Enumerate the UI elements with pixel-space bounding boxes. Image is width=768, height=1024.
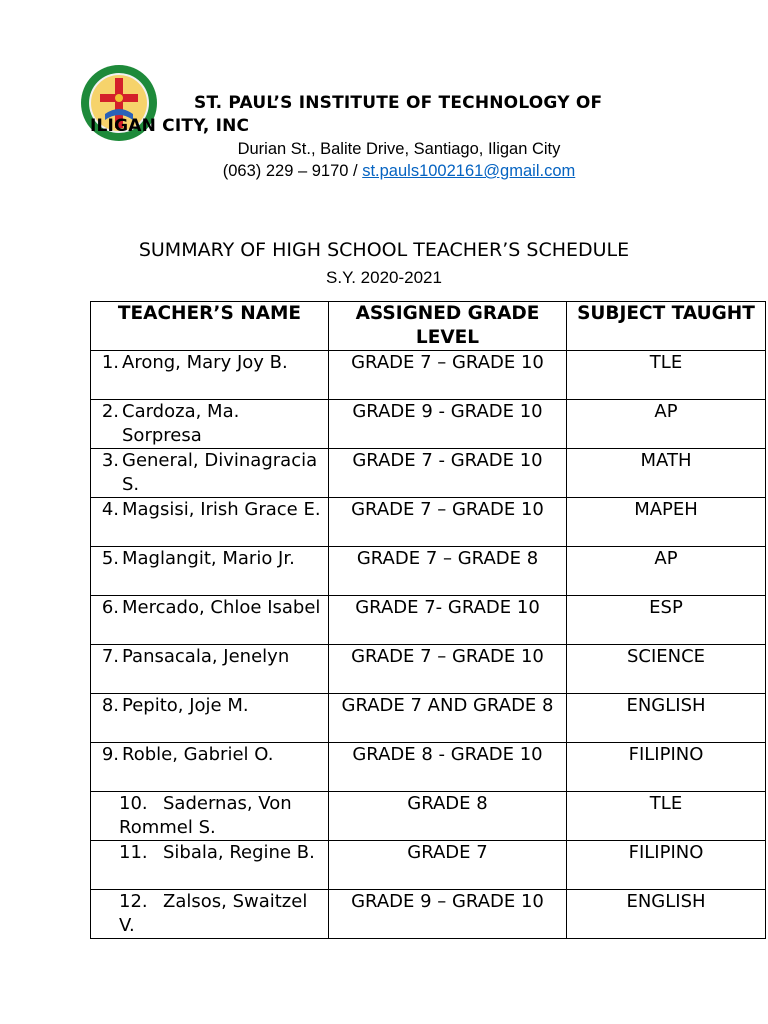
teacher-name: Maglangit, Mario Jr. xyxy=(122,548,295,569)
grade-level-cell: GRADE 7- GRADE 10 xyxy=(329,596,567,645)
school-year: S.Y. 2020-2021 xyxy=(326,268,442,287)
grade-level-cell: GRADE 7 – GRADE 8 xyxy=(329,547,567,596)
grade-level-cell: GRADE 7 – GRADE 10 xyxy=(329,645,567,694)
subject-cell: SCIENCE xyxy=(567,645,766,694)
table-row xyxy=(91,792,766,841)
row-number: 9. xyxy=(101,744,119,765)
grade-level-cell: GRADE 9 – GRADE 10 xyxy=(329,890,567,939)
teacher-name: Magsisi, Irish Grace E. xyxy=(122,499,321,520)
table-row xyxy=(91,743,766,792)
teacher-name: Roble, Gabriel O. xyxy=(122,744,274,765)
table-row xyxy=(91,351,766,400)
teacher-name-cell xyxy=(91,351,329,400)
grade-level-cell: GRADE 7 – GRADE 10 xyxy=(329,351,567,400)
row-number: 3. xyxy=(101,450,119,471)
table-row xyxy=(91,890,766,939)
grade-level-cell: GRADE 7 - GRADE 10 xyxy=(329,449,567,498)
teacher-name: Cardoza, Ma. Sorpresa xyxy=(122,401,240,446)
row-number: 6. xyxy=(101,597,119,618)
table-row xyxy=(91,596,766,645)
table-header-row xyxy=(91,302,766,351)
table-row xyxy=(91,547,766,596)
subject-cell: AP xyxy=(567,400,766,449)
column-header-teacher-name: TEACHER’S NAME xyxy=(91,302,329,351)
table-row xyxy=(91,694,766,743)
subject-cell: MATH xyxy=(567,449,766,498)
teacher-name: Sibala, Regine B. xyxy=(163,842,315,863)
table-row xyxy=(91,645,766,694)
grade-level-cell: GRADE 8 - GRADE 10 xyxy=(329,743,567,792)
row-number: 4. xyxy=(101,499,119,520)
teacher-name-cell xyxy=(91,792,329,841)
subject-cell: ENGLISH xyxy=(567,890,766,939)
teacher-name-cell xyxy=(91,645,329,694)
teacher-name: Pepito, Joje M. xyxy=(122,695,249,716)
school-address: Durian St., Balite Drive, Santiago, Iligan City xyxy=(237,140,561,158)
subject-cell: ESP xyxy=(567,596,766,645)
subject-cell: TLE xyxy=(567,351,766,400)
table-row xyxy=(91,498,766,547)
school-phone: (063) 229 – 9170 / xyxy=(222,162,358,180)
teacher-name-cell xyxy=(91,547,329,596)
school-contact xyxy=(0,162,768,181)
row-number: 2. xyxy=(101,401,119,422)
subject-cell: FILIPINO xyxy=(567,841,766,890)
table-row xyxy=(91,449,766,498)
teacher-schedule-table xyxy=(90,301,766,939)
teacher-name-cell xyxy=(91,890,329,939)
column-header-subject: SUBJECT TAUGHT xyxy=(567,302,766,351)
teacher-name: General, Divinagracia S. xyxy=(122,450,318,495)
grade-level-cell: GRADE 8 xyxy=(329,792,567,841)
row-number: 1. xyxy=(101,352,119,373)
subject-cell: TLE xyxy=(567,792,766,841)
teacher-name-cell xyxy=(91,596,329,645)
teacher-name-cell xyxy=(91,498,329,547)
table-row xyxy=(91,400,766,449)
row-number: 8. xyxy=(101,695,119,716)
teacher-name: Arong, Mary Joy B. xyxy=(122,352,288,373)
row-number: 10. xyxy=(119,793,148,814)
row-number: 5. xyxy=(101,548,119,569)
teacher-name-cell xyxy=(91,694,329,743)
teacher-name-cell xyxy=(91,400,329,449)
grade-level-cell: GRADE 9 - GRADE 10 xyxy=(329,400,567,449)
teacher-name-cell xyxy=(91,743,329,792)
teacher-name: Pansacala, Jenelyn xyxy=(122,646,290,667)
teacher-name-cell xyxy=(91,449,329,498)
teacher-name-cell xyxy=(91,841,329,890)
row-number: 12. xyxy=(119,891,148,912)
table-row xyxy=(91,841,766,890)
teacher-name: Zalsos, Swaitzel V. xyxy=(119,891,308,936)
teacher-name: Sadernas, Von Rommel S. xyxy=(119,793,292,838)
school-email-link[interactable]: st.pauls1002161@gmail.com xyxy=(362,162,576,180)
column-header-grade-level: ASSIGNED GRADE LEVEL xyxy=(329,302,567,351)
school-name: ST. PAUL’S INSTITUTE OF TECHNOLOGY OF ILIGAN CITY, INC xyxy=(90,93,603,136)
subject-cell: MAPEH xyxy=(567,498,766,547)
teacher-name: Mercado, Chloe Isabel xyxy=(122,597,321,618)
grade-level-cell: GRADE 7 – GRADE 10 xyxy=(329,498,567,547)
row-number: 11. xyxy=(119,842,148,863)
grade-level-cell: GRADE 7 AND GRADE 8 xyxy=(329,694,567,743)
subject-cell: AP xyxy=(567,547,766,596)
row-number: 7. xyxy=(101,646,119,667)
subject-cell: ENGLISH xyxy=(567,694,766,743)
document-title: SUMMARY OF HIGH SCHOOL TEACHER’S SCHEDULE xyxy=(138,239,630,261)
subject-cell: FILIPINO xyxy=(567,743,766,792)
grade-level-cell: GRADE 7 xyxy=(329,841,567,890)
